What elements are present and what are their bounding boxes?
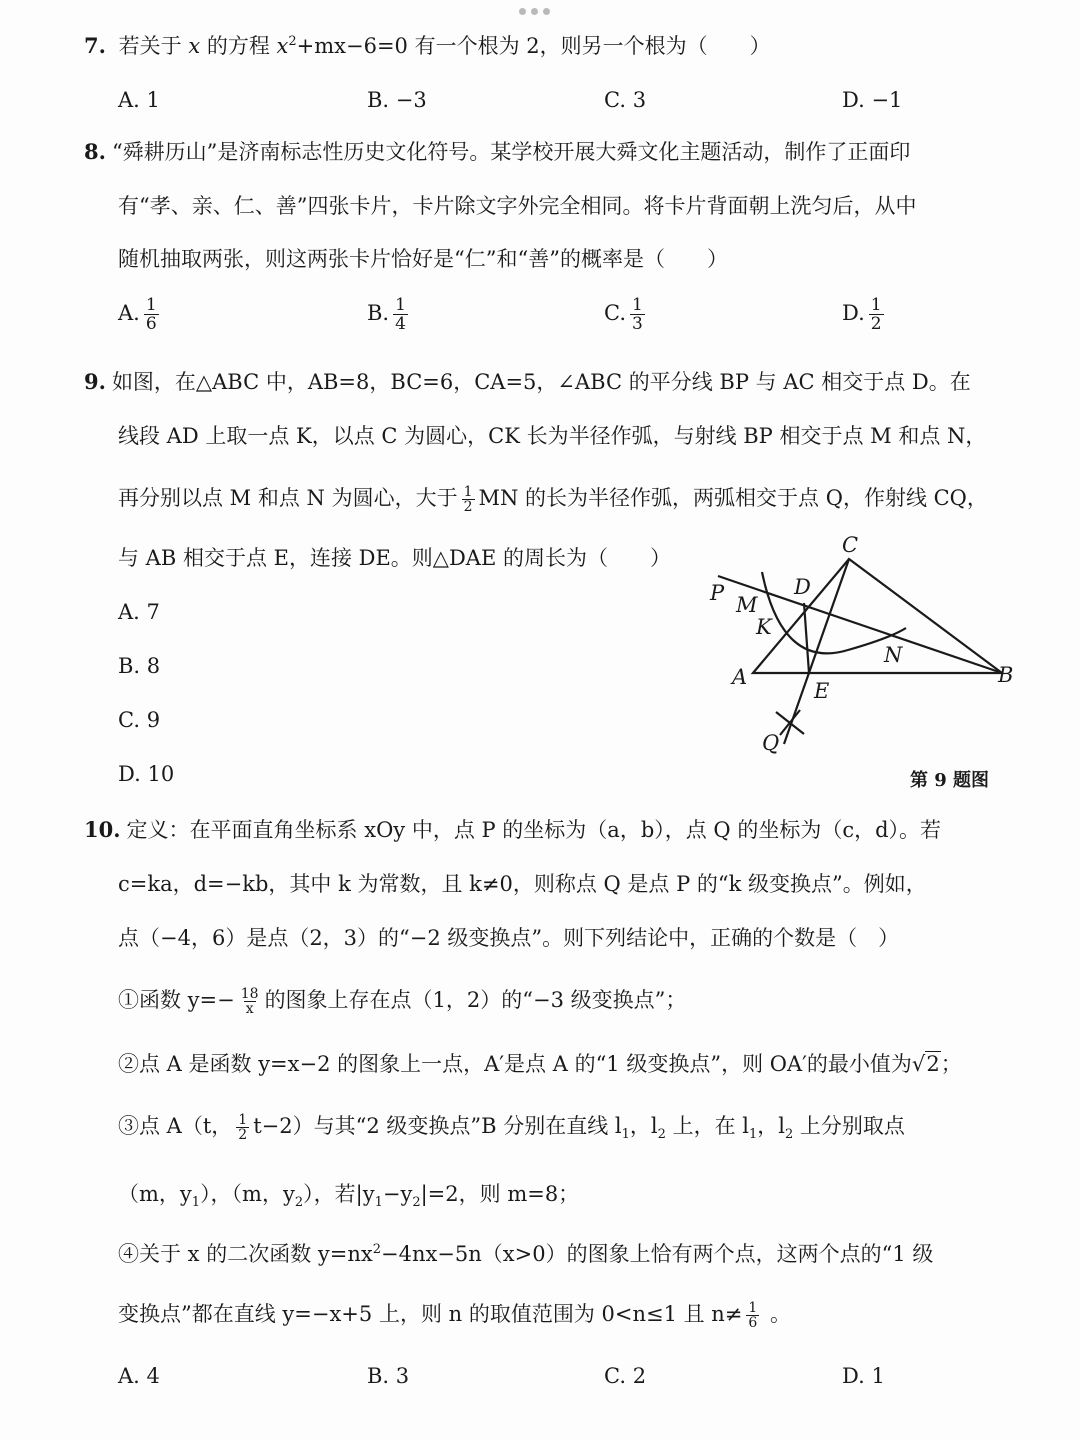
q7-option-c[interactable]: C. 3	[604, 88, 647, 112]
q7-option-d[interactable]: D. −1	[842, 88, 903, 112]
question-number: 7.	[84, 33, 106, 58]
question-10-line-2: c=ka，d=−kb，其中 k 为常数，且 k≠0，则称点 Q 是点 P 的“k 级变换点”。例如，	[118, 872, 927, 896]
triangle-abc	[753, 559, 1002, 673]
fraction: $\frac{1}{6}$	[748, 1300, 758, 1331]
q8-option-a[interactable]: A. $\frac{1}{6}$	[118, 295, 157, 334]
label-d: D	[794, 575, 811, 599]
question-8-line-1: 8. “舜耕历山”是济南标志性历史文化符号。某学校开展大舜文化主题活动，制作了正面印	[84, 139, 911, 164]
segment-de	[804, 603, 809, 673]
label-n: N	[884, 643, 903, 667]
label-e: E	[814, 679, 830, 703]
label-c: C	[842, 533, 859, 557]
label-q: Q	[762, 731, 780, 755]
arc-mark-2	[780, 710, 800, 735]
label-b: B	[998, 663, 1014, 687]
question-10-line-1: 10. 定义：在平面直角坐标系 xOy 中，点 P 的坐标为（a，b），点 Q 的坐标为（c，d）。若	[84, 817, 942, 842]
square-root: √2	[911, 1052, 940, 1076]
q10-option-d[interactable]: D. 1	[842, 1364, 885, 1388]
q10-option-b[interactable]: B. 3	[367, 1364, 410, 1388]
triangle-figure	[700, 530, 1040, 760]
label-k: K	[756, 615, 772, 639]
question-number: 8.	[84, 139, 106, 164]
statement-4-line-1: ④关于 x 的二次函数 $y=nx^2-4nx-5n(x>0)$的图象上恰有两个点，这两个点的“1 级	[118, 1242, 934, 1266]
q8-option-d[interactable]: D. $\frac{1}{2}$	[842, 295, 882, 334]
q9-option-c[interactable]: C. 9	[118, 708, 161, 732]
fraction: $\frac{18}{x}$	[240, 986, 259, 1017]
question-9-line-1: 9. 如图，在△ABC 中，AB=8，BC=6，CA=5，∠ABC 的平分线 BP 与 AC 相交于点 D。在	[84, 369, 971, 394]
drag-handle[interactable]	[519, 8, 561, 16]
statement-2: ②点 A 是函数 y=x−2 的图象上一点，A′是点 A 的“1 级变换点”，则 OA′的最小值为√2；	[118, 1052, 962, 1076]
question-number: 9.	[84, 369, 106, 394]
q9-option-a[interactable]: A. 7	[118, 600, 160, 624]
q7-option-a[interactable]: A. 1	[118, 88, 160, 112]
statement-3-line-1: ③点 A（t， $\frac{1}{2}$ t−2）与其“2 级变换点”B 分别在直线 $l_1$，$l_2$ 上，在 $l_1$，$l_2$ 上分别取点	[118, 1112, 905, 1143]
q9-option-b[interactable]: B. 8	[118, 654, 161, 678]
question-8-line-2: 有“孝、亲、仁、善”四张卡片，卡片除文字外完全相同。将卡片背面朝上洗匀后，从中	[118, 194, 917, 218]
q10-option-a[interactable]: A. 4	[118, 1364, 160, 1388]
question-number: 10.	[84, 817, 121, 842]
question-9-line-4: 与 AB 相交于点 E，连接 DE。则△DAE 的周长为（ ）	[118, 546, 671, 570]
fraction: $\frac{1}{4}$	[395, 295, 406, 334]
figure-caption: 第 9 题图	[910, 770, 990, 791]
statement-4-line-2: 变换点”都在直线 y=−x+5 上，则 n 的取值范围为 0<n≤1 且 n≠ $\frac{1}{6}$ 。	[118, 1300, 792, 1331]
label-a: A	[732, 665, 748, 689]
fraction: $\frac{1}{3}$	[632, 295, 643, 334]
question-9-line-2: 线段 AD 上取一点 K，以点 C 为圆心，CK 长为半径作弧，与射线 BP 相交于点 M 和点 N，	[118, 424, 987, 448]
statement-3-line-2: （m，$y_1$），（m，$y_2$），若$|y_1-y_2|=2$，则 m=8；	[118, 1182, 580, 1211]
fraction: $\frac{1}{2}$	[463, 484, 473, 515]
question-7-stem: 7. 若关于 x 的方程 $x^2+mx-6=0$ 有一个根为 2，则另一个根为（ ）	[84, 33, 771, 58]
question-10-line-3: 点（−4，6）是点（2，3）的“−2 级变换点”。则下列结论中，正确的个数是（ ）	[118, 926, 900, 950]
fraction: $\frac{1}{6}$	[145, 295, 157, 334]
q8-option-b[interactable]: B. $\frac{1}{4}$	[367, 295, 406, 334]
fraction: $\frac{1}{2}$	[238, 1112, 248, 1143]
statement-1: ①函数 y=− $\frac{18}{x}$ 的图象上存在点（1，2）的“−3 级变换点”；	[118, 986, 687, 1017]
q10-option-c[interactable]: C. 2	[604, 1364, 647, 1388]
question-9-line-3: 再分别以点 M 和点 N 为圆心，大于 $\frac{1}{2}$ MN 的长为半径作弧，两弧相交于点 Q，作射线 CQ，	[118, 484, 988, 515]
label-p: P	[710, 581, 725, 605]
question-8-line-3: 随机抽取两张，则这两张卡片恰好是“仁”和“善”的概率是（ ）	[118, 247, 728, 271]
q9-option-d[interactable]: D. 10	[118, 762, 175, 786]
label-m: M	[736, 593, 758, 617]
q7-option-b[interactable]: B. −3	[367, 88, 427, 112]
q8-option-c[interactable]: C. $\frac{1}{3}$	[604, 295, 643, 334]
fraction: $\frac{1}{2}$	[870, 295, 882, 334]
